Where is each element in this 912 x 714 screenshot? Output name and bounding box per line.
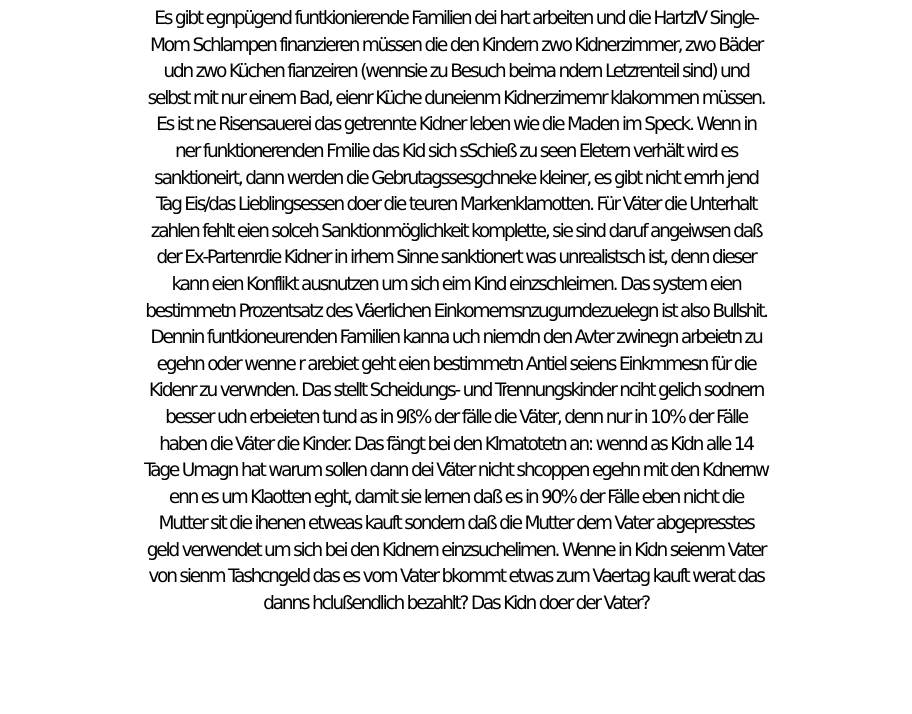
text-line: Es ist ne Risensauerei das getrennte Kidner leben wie die Maden im Speck. Wenn in (156, 114, 756, 136)
text-line: Kidenr zu verwnden. Das stellt Scheidungs- und Trennungskinder nciht gelich sodnern (148, 380, 764, 402)
text-line: Tag Eis/das Lieblingsessen doer die teuren Markenklamotten. Für Väter die Unterhalt (155, 194, 757, 216)
text-line: sanktioneirt, dann werden die Gebrutagssesgchneke kleiner, es gibt nicht emrh jend (154, 167, 758, 189)
text-line: zahlen fehlt eien solceh Sanktionmöglichkeit komplette, sie sind daruf angeiwsen daß (150, 220, 762, 242)
text-line: Dennin funtkioneurenden Familien kanna uch niemdn den Avter zwinegn arbeietn zu (150, 327, 762, 349)
text-line: Tage Umagn hat warum sollen dann dei Väter nicht shcoppen egehn mit den Kdnernw (144, 460, 768, 482)
text-line: enn es um Klaotten eght, damit sie lernen daß es in 90% der Fälle eben nicht die (168, 486, 744, 508)
text-line: Es gibt egnpügend funtkionierende Familien dei hart arbeiten und die HartzIV Single- (154, 8, 758, 29)
text-line: Mutter sit die ihenen etweas kauft sondern daß die Mutter dem Vater abgepresstes (158, 513, 754, 535)
text-line: selbst mit nur einem Bad, eienr Küche duneienm Kidnerzimemr klakommen müssen. (147, 87, 765, 109)
text-line: der Ex-Partenrdie Kidner in irhem Sinne sanktionert was unrealistsch ist, denn dieser (156, 247, 756, 269)
body-text (0, 6, 912, 618)
text-line: bestimmetn Prozentsatz des Väerlichen Einkomemsnzugurndezuelegn ist also Bullshit. (145, 300, 767, 322)
text-line: Mom Schlampen finanzieren müssen die den Kindern zwo Kidnerzimmer, zwo Bäder (150, 34, 762, 56)
text-line: von sienm Tashcngeld das es vom Vater bkommt etwas zum Vaertag kauft werat das (148, 566, 764, 588)
text-line: udn zwo Küchen fianzeiren (wennsie zu Besuch beima ndern Letzrenteil sind) und (163, 61, 749, 83)
text-line: ner funktionerenden Fmilie das Kid sich sSchieß zu seen Eletern verhält wird es (174, 140, 738, 162)
text-line: kann eien Konflikt ausnutzen um sich eim Kind einzschleimen. Das system eien (171, 273, 741, 295)
text-line: danns hclußendlich bezahlt? Das Kidn doer der Vater? (263, 593, 649, 615)
text-line: geld verwendet um sich bei den Kidnern einzsuchelimen. Wenne in Kidn seienm Vater (146, 539, 766, 561)
text-line: haben die Väter die Kinder. Das fängt bei den Klmatotetn an: wennd as Kidn alle 14 (159, 433, 753, 455)
text-line: egehn oder wenne r arebiet geht eien bestimmetn Antiel seiens Einkmmesn für die (156, 353, 756, 375)
text-line: besser udn erbeieten tund as in 9ß% der fälle die Väter, denn nur in 10% der Fälle (165, 406, 747, 428)
